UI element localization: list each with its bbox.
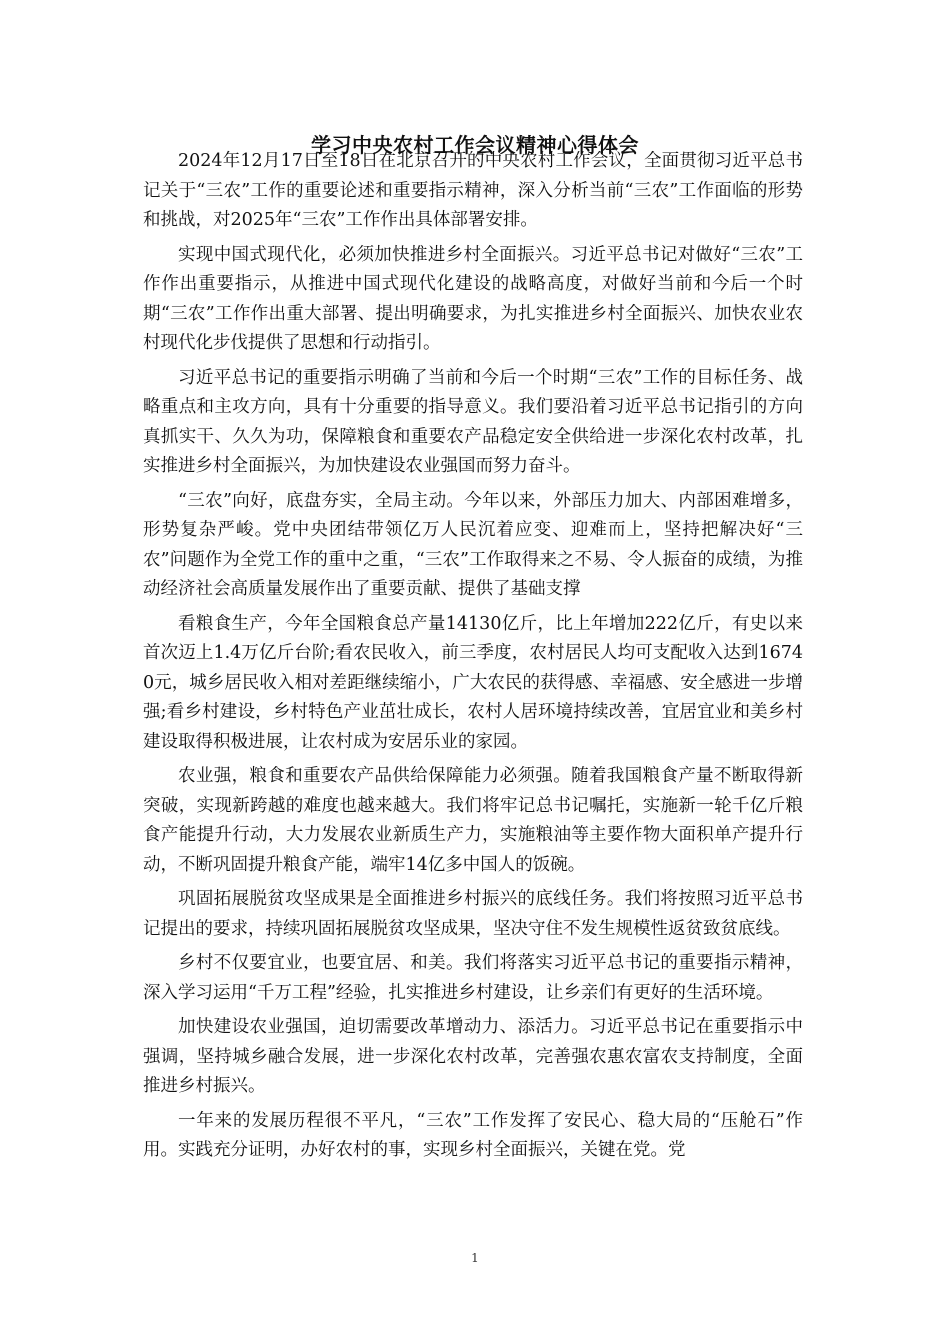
paragraph: 实现中国式现代化，必须加快推进乡村全面振兴。习近平总书记对做好“三农”工作作出重要指示，从推进中国式现代化建设的战略高度，对做好当前和今后一个时期“三农”工作作出重大部署、提出明确要求，为扎实推进乡村全面振兴、加快农业农村现代化步伐提供了思想和行动指引。 <box>143 244 803 353</box>
document-title: 学习中央农村工作会议精神心得体会 <box>311 133 639 158</box>
document-body <box>143 147 803 1166</box>
paragraph: 乡村不仅要宜业，也要宜居、和美。我们将落实习近平总书记的重要指示精神，深入学习运用“千万工程”经验，扎实推进乡村建设，让乡亲们有更好的生活环境。 <box>143 953 803 1003</box>
paragraph: 农业强，粮食和重要农产品供给保障能力必须强。随着我国粮食产量不断取得新突破，实现新跨越的难度也越来越大。我们将牢记总书记嘱托，实施新一轮千亿斤粮食产能提升行动，大力发展农业新质生产力，实施粮油等主要作物大面积单产提升行动，不断巩固提升粮食产能，端牢14亿多中国人的饭碗。 <box>143 766 803 875</box>
paragraph: “三农”向好，底盘夯实，全局主动。今年以来，外部压力加大、内部困难增多，形势复杂严峻。党中央团结带领亿万人民沉着应变、迎难而上，坚持把解决好“三农”问题作为全党工作的重中之重，“三农”工作取得来之不易、令人振奋的成绩，为推动经济社会高质量发展作出了重要贡献、提供了基础支撑 <box>143 490 803 599</box>
page-number: 1 <box>471 1251 479 1265</box>
paragraph: 加快建设农业强国，迫切需要改革增动力、添活力。习近平总书记在重要指示中强调，坚持城乡融合发展，进一步深化农村改革，完善强农惠农富农支持制度，全面推进乡村振兴。 <box>143 1017 803 1096</box>
paragraph: 巩固拓展脱贫攻坚成果是全面推进乡村振兴的底线任务。我们将按照习近平总书记提出的要求，持续巩固拓展脱贫攻坚成果，坚决守住不发生规模性返贫致贫底线。 <box>143 889 803 939</box>
paragraph: 看粮食生产，今年全国粮食总产量14130亿斤，比上年增加222亿斤，有史以来首次迈上1.4万亿斤台阶;看农民收入，前三季度，农村居民人均可支配收入达到16740元，城乡居民收入相对差距继续缩小，广大农民的获得感、幸福感、安全感进一步增强;看乡村建设，乡村特色产业茁壮成长，农村人居环境持续改善，宜居宜业和美乡村建设取得积极进展，让农村成为安居乐业的家园。 <box>143 613 803 752</box>
paragraph: 一年来的发展历程很不平凡，“三农”工作发挥了安民心、稳大局的“压舱石”作用。实践充分证明，办好农村的事，实现乡村全面振兴，关键在党。党 <box>143 1110 803 1160</box>
paragraph: 习近平总书记的重要指示明确了当前和今后一个时期“三农”工作的目标任务、战略重点和主攻方向，具有十分重要的指导意义。我们要沿着习近平总书记指引的方向真抓实干、久久为功，保障粮食和重要农产品稳定安全供给进一步深化农村改革，扎实推进乡村全面振兴，为加快建设农业强国而努力奋斗。 <box>143 367 803 476</box>
paragraph: 2024年12月17日至18日在北京召开的中央农村工作会议，全面贯彻习近平总书记关于“三农”工作的重要论述和重要指示精神，深入分析当前“三农”工作面临的形势和挑战，对2025年“三农”工作作出具体部署安排。 <box>143 151 803 230</box>
